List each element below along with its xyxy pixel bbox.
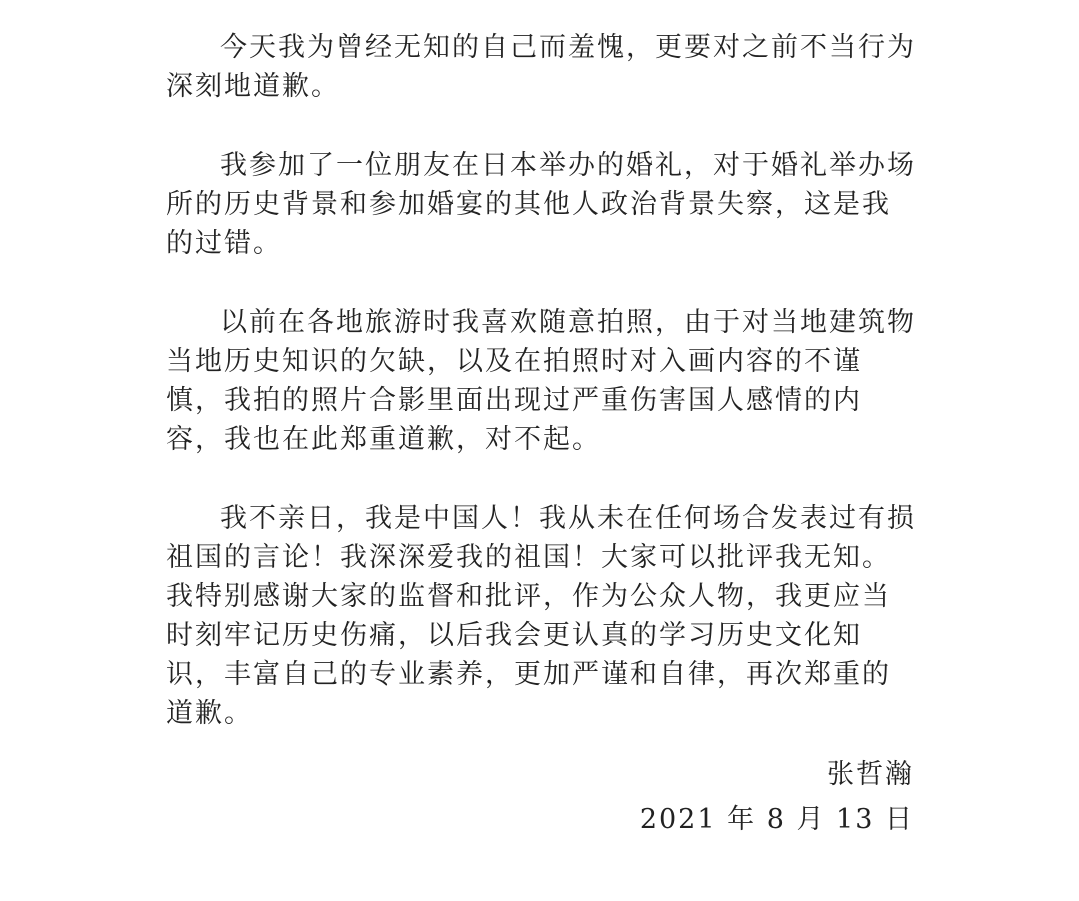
signature-name: 张哲瀚 <box>827 759 914 790</box>
paragraph-patriotism: 我不亲日，我是中国人！我从未在任何场合发表过有损祖国的言论！我深深爱我的祖国！大家可以批评我无知。我特别感谢大家的监督和批评，作为公众人物，我更应当时刻牢记历史伤痛，以后我会更认真的学习历史文化知识，丰富自己的专业素养，更加严谨和自律，再次郑重的道歉。 <box>166 503 916 729</box>
paragraph-apology-intro: 今天我为曾经无知的自己而羞愧，更要对之前不当行为深刻地道歉。 <box>166 32 916 102</box>
letter-body <box>166 28 916 733</box>
paragraph-photos: 以前在各地旅游时我喜欢随意拍照，由于对当地建筑物当地历史知识的欠缺，以及在拍照时对入画内容的不谨慎，我拍的照片合影里面出现过严重伤害国人感情的内容，我也在此郑重道歉，对不起。 <box>166 307 916 455</box>
signature-date: 2021 年 8 月 13 日 <box>639 804 914 835</box>
paragraph-wedding: 我参加了一位朋友在日本举办的婚礼，对于婚礼举办场所的历史背景和参加婚宴的其他人政治背景失察，这是我的过错。 <box>166 150 916 259</box>
signature-block <box>640 752 914 842</box>
